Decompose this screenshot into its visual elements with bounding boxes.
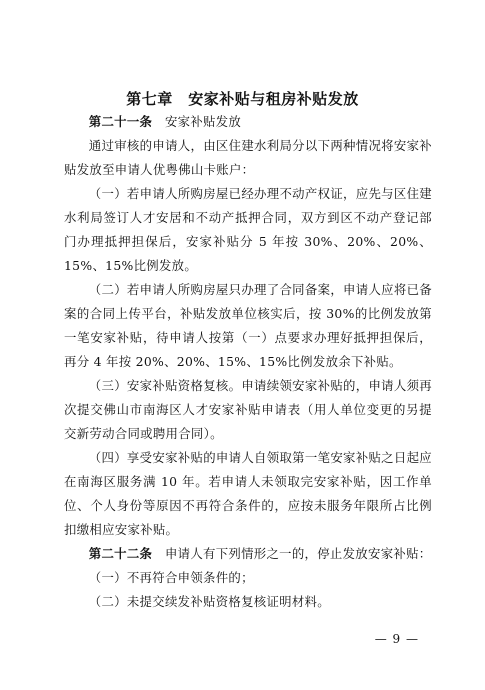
article-21-title: 安家补贴发放 — [164, 114, 242, 129]
article-22-item-2: （二）未提交续发补贴资格复核证明材料。 — [88, 594, 330, 609]
article-22-title: 申请人有下列情形之一的，停止发放安家补贴： — [164, 546, 432, 561]
article-21-intro: 通过审核的申请人，由区住建水利局分以下两种情况将安家补贴发放至申请人优粤佛山卡账户： — [64, 138, 432, 177]
article-21-item-4: （四）享受安家补贴的申请人自领取第一笔安家补贴之日起应在南海区服务满 10 年。若申请人未领取完安家补贴，因工作单位、个人身份等原因不再符合条件的，应按未服务年限所占比例扣缴相应安家补贴。 — [64, 450, 432, 537]
article-21-item-3: （三）安家补贴资格复核。申请续领安家补贴的，申请人须再次提交佛山市南海区人才安家补贴申请表（用人单位变更的另提交新劳动合同或聘用合同）。 — [64, 378, 432, 441]
article-21-item-1: （一）若申请人所购房屋已经办理不动产权证，应先与区住建水利局签订人才安居和不动产抵押合同，双方到区不动产登记部门办理抵押担保后，安家补贴分 5 年按 30%、20%、20%、15%、15%比例发放。 — [64, 186, 432, 273]
document-body — [64, 110, 432, 614]
article-22-heading — [64, 542, 432, 566]
article-21-heading — [64, 110, 432, 134]
article-21-item-2: （二）若申请人所购房屋只办理了合同备案，申请人应将已备案的合同上传平台，补贴发放单位核实后，按 30%的比例发放第一笔安家补贴，待申请人按第（一）点要求办理好抵押担保后，再分 4 年按 20%、20%、15%、15%比例发放余下补贴。 — [64, 282, 432, 369]
article-21-number: 第二十一条 — [88, 114, 153, 129]
chapter-title: 第七章 安家补贴与租房补贴发放 — [126, 90, 359, 108]
article-22-number: 第二十二条 — [88, 546, 153, 561]
page-number: — 9 — — [374, 632, 419, 646]
article-22-item-1: （一）不再符合申领条件的； — [88, 570, 254, 585]
